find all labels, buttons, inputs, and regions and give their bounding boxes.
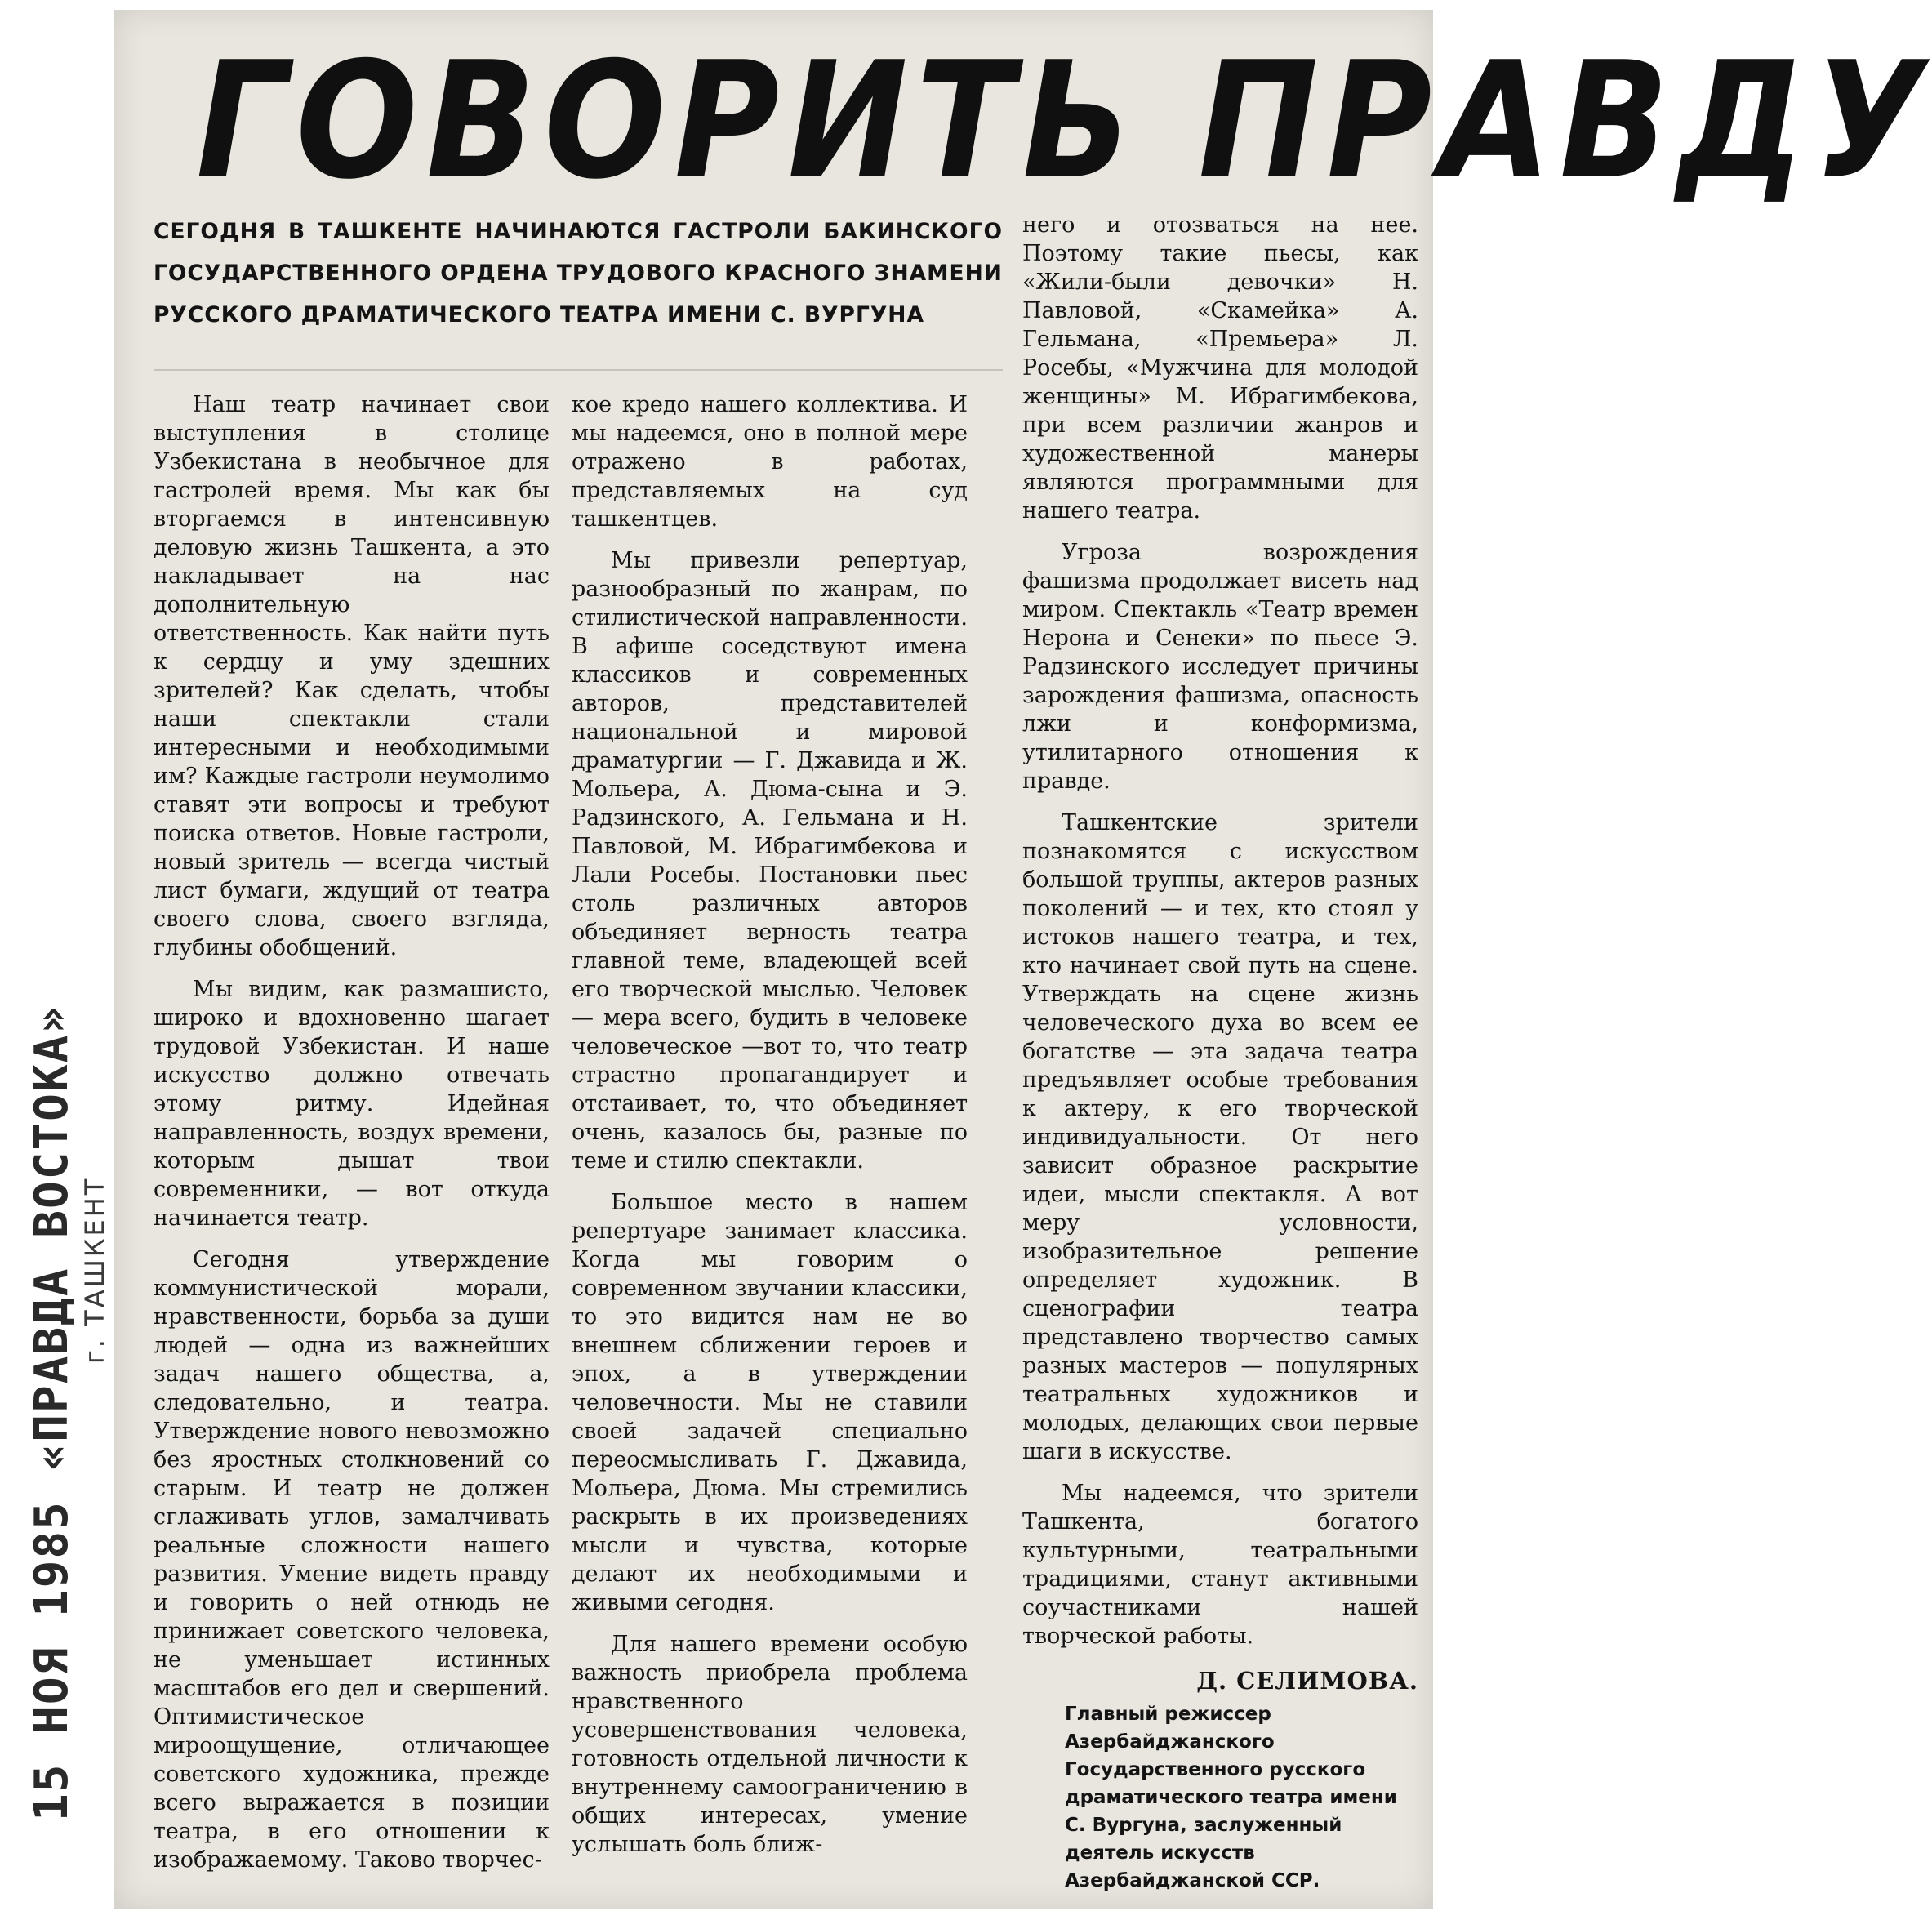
paragraph: Мы привезли репертуар, разнообразный по жанрам, по стилистической направленности. В афише соседствуют имена классиков и современных авторов, представителей национальной и мировой драматургии — Г. Джавида и Ж. Мольера, А. Дюма-сына и Э. Радзинского, А. Гельмана и Н. Павловой, М. Ибрагимбекова и Лали Росебы. Постановки пьес столь различных авторов объединяет верность театра главной теме, владеющей всей его творческой мыслью. Человек — мера всего, будить в человеке человеческое —вот то, что театр страстно пропагандирует и отстаивает, то, что объединяет очень, казалось бы, разные по теме и стилю спектакли. bbox=[572, 548, 968, 1174]
author-signature: Д. СЕЛИМОВА. bbox=[1196, 1667, 1418, 1695]
article-column-1 bbox=[154, 390, 550, 1893]
paragraph-continuation: него и отозваться на нее. Поэтому такие пьесы, как «Жили-были девочки» Н. Павловой, «Скамейка» А. Гельмана, «Премьера» Л. Росебы, «Мужчина для молодой женщины» М. Ибрагимбекова, при всем различии жанров и художественной манеры являются программными для нашего театра. bbox=[1022, 212, 1418, 523]
article-column-2 bbox=[572, 390, 968, 1893]
paragraph: Сегодня утверждение коммунистической морали, нравственности, борьба за души людей — одна из важнейших задач нашего общества, а, следовательно, и театра. Утверждение нового невозможно без яростных столкновений со старым. И театр не должен сглаживать углов, замалчивать реальные сложности нашего развития. Умение видеть правду и говорить о ней отнюдь не принижает советского человека, не уменьшает истинных масштабов его дел и свершений. Оптимистическое мироощущение, отличающее советского художника, прежде всего выражается в позиции театра, в его отношении к изображаемому. Таково творчес- bbox=[154, 1247, 550, 1873]
paragraph: Большое место в нашем репертуаре занимает классика. Когда мы говорим о современном звучании классики, то это видится нам не во внешнем сближении героев и эпох, а в утверждении человечности. Мы не ставили своей задачей специально переосмысливать Г. Джавида, Мольера, Дюма. Мы стремились раскрыть в их произведениях мысли и чувства, которые делают их необходимыми и живыми сегодня. bbox=[572, 1190, 968, 1615]
paragraph-continuation: кое кредо нашего коллектива. И мы надеемся, оно в полной мере отражено в работах, представляемых на суд ташкентцев. bbox=[572, 392, 968, 532]
author-title: Главный режиссер Азербайджанского Государственного русского драматического театра имени С. Вургуна, заслуженный деятель искусств Азербайджанской ССР. bbox=[1065, 1704, 1397, 1891]
stamp-date-line: 15 НОЯ 1985 «ПРАВДА ВОСТОКА» bbox=[25, 1004, 78, 1821]
lead-paragraph: СЕГОДНЯ В ТАШКЕНТЕ НАЧИНАЮТСЯ ГАСТРОЛИ БАКИНСКОГО ГОСУДАРСТВЕННОГО ОРДЕНА ТРУДОВОГО КРАСНОГО ЗНАМЕНИ РУССКОГО ДРАМАТИЧЕСКОГО ТЕАТРА ИМЕНИ С. ВУРГУНА bbox=[154, 219, 1003, 327]
stamp-city: г. ТАШКЕНТ bbox=[79, 1176, 110, 1364]
paragraph: Для нашего времени особую важность приобрела проблема нравственного усовершенствования человека, готовность отдельной личности к внутреннему самоограничению в общих интересах, умение услышать боль ближ- bbox=[572, 1632, 968, 1857]
lead-divider bbox=[154, 369, 1003, 371]
paragraph: Мы видим, как размашисто, широко и вдохновенно шагает трудовой Узбекистан. И наше искусство должно отвечать этому ритму. Идейная направленность, воздух времени, которым дышат твои современники, — вот откуда начинается театр. bbox=[154, 977, 550, 1231]
paragraph: Мы надеемся, что зрители Ташкента, богатого культурными, театральными традициями, станут активными соучастниками нашей творческой работы. bbox=[1022, 1481, 1418, 1649]
paragraph: Угроза возрождения фашизма продолжает висеть над миром. Спектакль «Театр времен Нерона и Сенеки» по пьесе Э. Радзинского исследует причины зарождения фашизма, опасность лжи и конформизма, утилитарного отношения к правде. bbox=[1022, 540, 1418, 794]
paragraph: Ташкентские зрители познакомятся с искусством большой труппы, актеров разных поколений — и тех, кто стоял у истоков нашего театра, и тех, кто начинает свой путь на сцене. Утверждать на сцене жизнь человеческого духа во всем ее богатстве — эта задача театра предъявляет особые требования к актеру, к его творческой индивидуальности. От него зависит образное раскрытие идеи, мысли спектакля. А вот меру условности, изобразительное решение определяет художник. В сценографии театра представлено творчество самых разных мастеров — популярных театральных художников и молодых, делающих свои первые шаги в искусстве. bbox=[1022, 810, 1418, 1464]
paragraph: Наш театр начинает свои выступления в столице Узбекистана в необычное для гастролей время. Мы как бы вторгаемся в интенсивную деловую жизнь Ташкента, а это накладывает на нас дополнительную ответственность. Как найти путь к сердцу и уму здешних зрителей? Как сделать, чтобы наши спектакли стали интересными и необходимыми им? Каждые гастроли неумолимо ставят эти вопросы и требуют поиска ответов. Новые гастроли, новый зритель — всегда чистый лист бумаги, ждущий от театра своего слова, своего взгляда, глубины обобщений. bbox=[154, 392, 550, 960]
article-column-3 bbox=[1022, 211, 1418, 1893]
headline: ГОВОРИТЬ ПРАВДУ bbox=[196, 27, 1932, 216]
